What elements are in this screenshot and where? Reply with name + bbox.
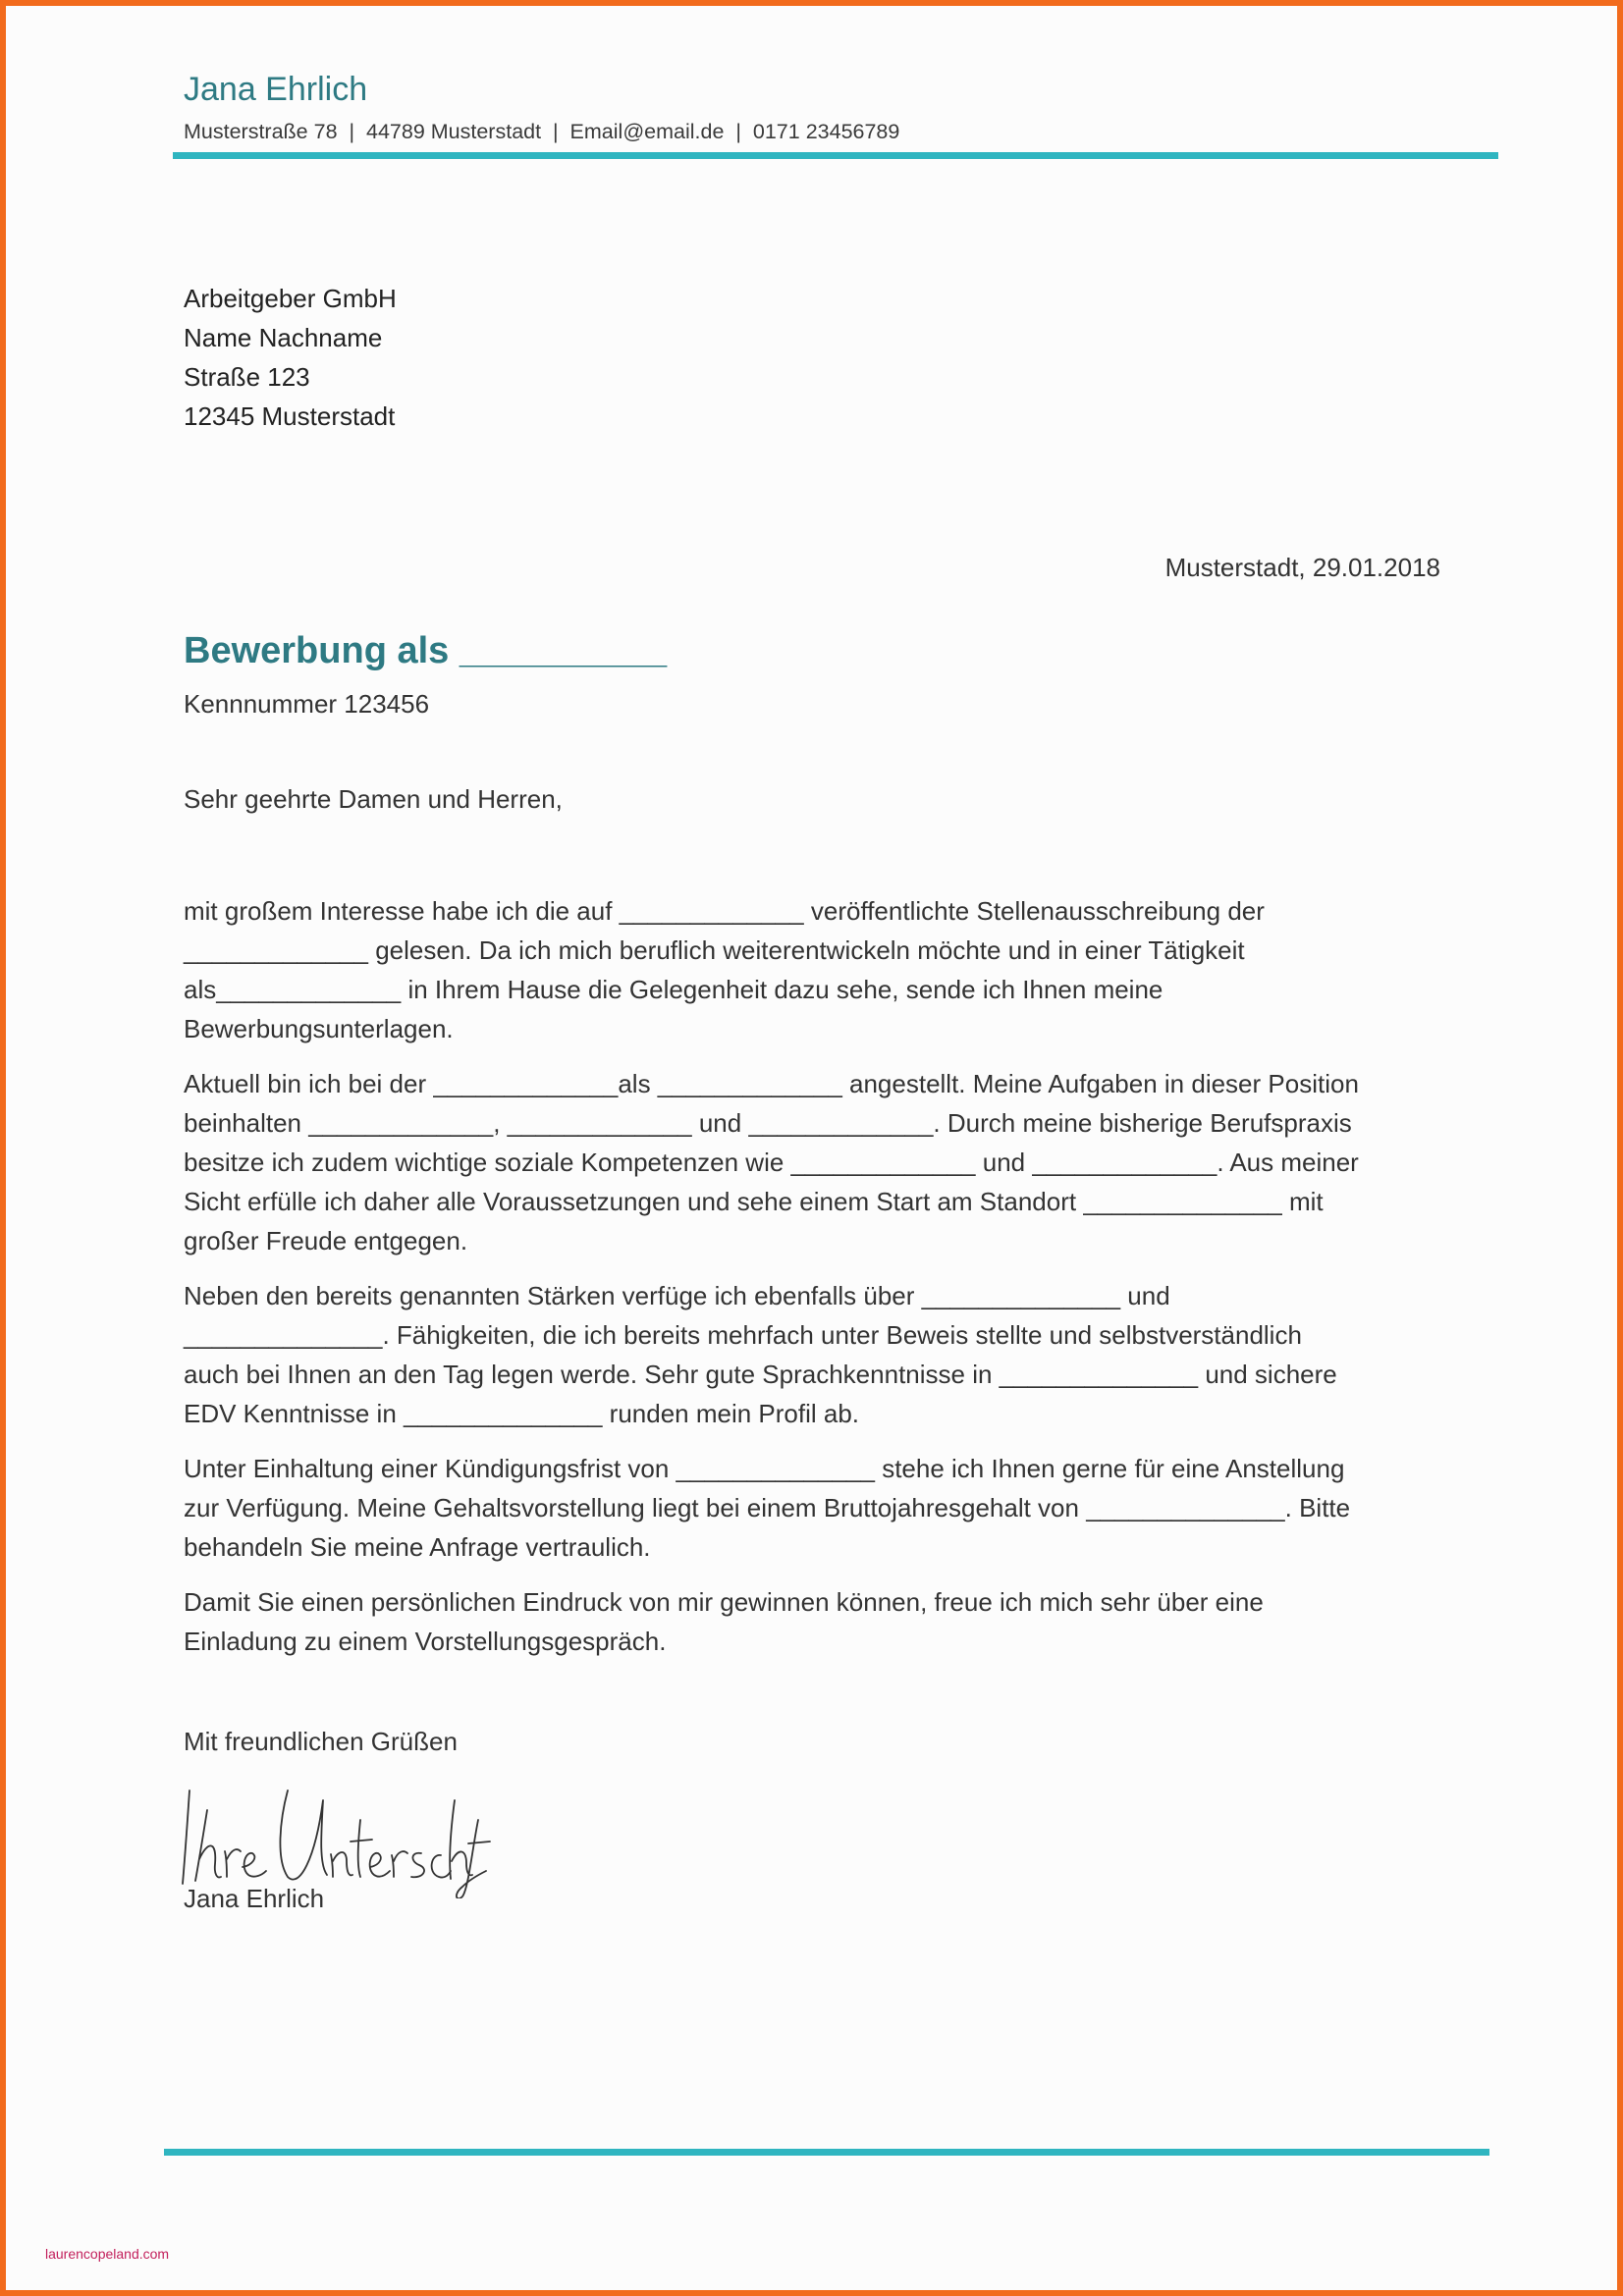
body-line: als_____________ in Ihrem Hause die Gelegenheit dazu sehe, sende ich Ihnen meine [184,975,1163,1004]
body-line: Einladung zu einem Vorstellungsgespräch. [184,1627,667,1656]
footer-divider [164,2149,1489,2156]
header-divider [173,152,1498,159]
closing-phrase: Mit freundlichen Grüßen [184,1727,458,1756]
body-line: mit großem Interesse habe ich die auf _____________ veröffentlichte Stellenausschreibung der [184,896,1265,926]
body-line: auch bei Ihnen an den Tag legen werde. Sehr gute Sprachkenntnisse in ______________ und sichere [184,1360,1337,1389]
letter-subject: Bewerbung als __________ [184,630,668,671]
body-line: behandeln Sie meine Anfrage vertraulich. [184,1532,651,1562]
body-line: Bewerbungsunterlagen. [184,1014,454,1043]
body-line: beinhalten _____________, _____________ und _____________. Durch meine bisherige Berufspraxis [184,1108,1352,1138]
body-line: Damit Sie einen persönlichen Eindruck von mir gewinnen können, freue ich mich sehr über eine [184,1587,1264,1617]
watermark-text: laurencopeland.com [45,2246,170,2262]
body-line: EDV Kenntnisse in ______________ runden mein Profil ab. [184,1399,860,1428]
recipient-city: 12345 Musterstadt [184,401,396,431]
reference-number: Kennnummer 123456 [184,689,430,719]
date-line: Musterstadt, 29.01.2018 [1164,553,1440,582]
salutation: Sehr geehrte Damen und Herren, [184,784,563,814]
recipient-street: Straße 123 [184,362,310,392]
handwritten-signature [178,1781,492,1898]
sender-name: Jana Ehrlich [184,71,368,108]
body-line: besitze ich zudem wichtige soziale Kompetenzen wie _____________ und _____________. Aus meiner [184,1148,1359,1177]
recipient-person: Name Nachname [184,323,383,352]
sender-contact-line: Musterstraße 78 | 44789 Musterstadt | Email@email.de | 0171 23456789 [184,120,900,143]
body-line: Neben den bereits genannten Stärken verfüge ich ebenfalls über ______________ und [184,1281,1170,1310]
body-line: ______________. Fähigkeiten, die ich bereits mehrfach unter Beweis stellte und selbstverständlich [184,1320,1302,1350]
signer-name: Jana Ehrlich [184,1884,325,1913]
body-line: zur Verfügung. Meine Gehaltsvorstellung liegt bei einem Bruttojahresgehalt von ______________. Bitte [184,1493,1351,1522]
body-line: Unter Einhaltung einer Kündigungsfrist von ______________ stehe ich Ihnen gerne für eine Anstellung [184,1454,1345,1483]
recipient-address [184,279,397,436]
body-line: _____________ gelesen. Da ich mich beruflich weiterentwickeln möchte und in einer Tätigkeit [184,935,1245,965]
recipient-company: Arbeitgeber GmbH [184,284,397,313]
letter-body [184,876,1480,1677]
body-line: Aktuell bin ich bei der _____________als _____________ angestellt. Meine Aufgaben in dieser Position [184,1069,1359,1098]
body-line: Sicht erfülle ich daher alle Voraussetzungen und sehe einem Start am Standort ______________ mit [184,1187,1324,1216]
body-line: großer Freude entgegen. [184,1226,468,1255]
